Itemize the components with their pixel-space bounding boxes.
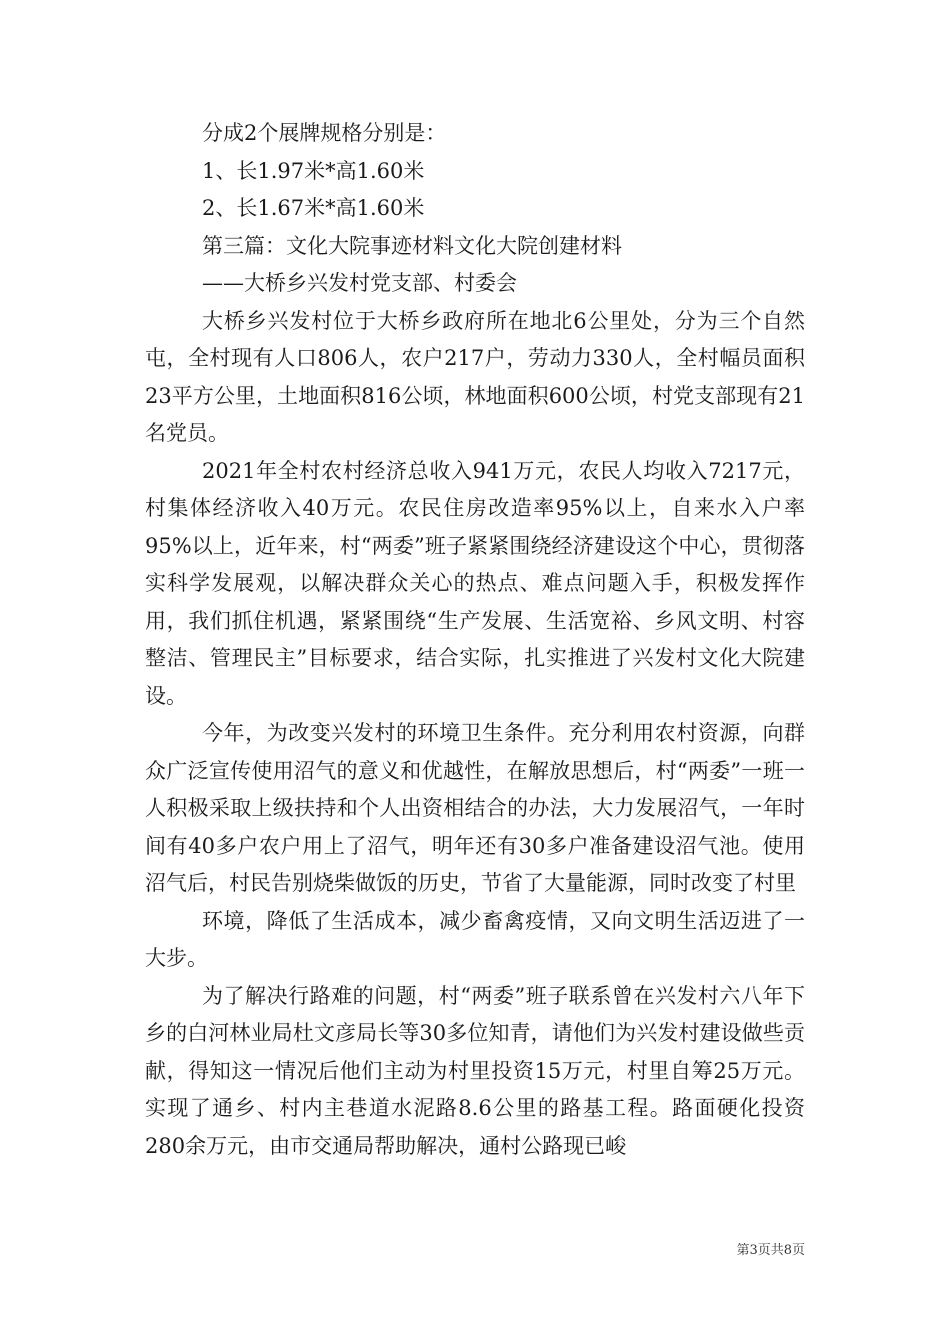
page-number: 第3页共8页 xyxy=(736,1243,805,1258)
paragraph: 大桥乡兴发村位于大桥乡政府所在地北6公里处，分为三个自然屯，全村现有人口806人，农户217户，劳动力330人，全村幅员面积23平方公里，土地面积816公顷，林地面积600公顷，村党支部现有21名党员。 xyxy=(145,308,805,445)
paragraph: 环境，降低了生活成本，减少畜禽疫情，又向文明生活迈进了一大步。 xyxy=(145,908,805,970)
paragraph: 今年，为改变兴发村的环境卫生条件。充分利用农村资源，向群众广泛宣传使用沼气的意义和优越性，在解放思想后，村“两委”一班一人积极采取上级扶持和个人出资相结合的办法，大力发展沼气，一年时间有40多户农户用上了沼气，明年还有30多户准备建设沼气池。使用沼气后，村民告别烧柴做饭的历史，节省了大量能源，同时改变了村里 xyxy=(145,721,805,895)
text-line: 2、长1.67米*高1.60米 xyxy=(202,196,425,220)
section-subheading: ——大桥乡兴发村党支部、村委会 xyxy=(202,271,517,295)
text-line: 分成2个展牌规格分别是： xyxy=(202,121,447,145)
paragraph: 2021年全村农村经济总收入941万元，农民人均收入7217元，村集体经济收入40万元。农民住房改造率95%以上，自来水入户率95%以上，近年来，村“两委”班子紧紧围绕经济建设这个中心，贯彻落实科学发展观，以解决群众关心的热点、难点问题入手，积极发挥作用，我们抓住机遇，紧紧围绕“生产发展、生活宽裕、乡风文明、村容整洁、管理民主”目标要求，结合实际，扎实推进了兴发村文化大院建设。 xyxy=(145,458,805,708)
paragraph: 为了解决行路难的问题，村“两委”班子联系曾在兴发村六八年下乡的白河林业局杜文彦局长等30多位知青，请他们为兴发村建设做些贡献，得知这一情况后他们主动为村里投资15万元，村里自筹25万元。实现了通乡、村内主巷道水泥路8.6公里的路基工程。路面硬化投资280余万元，由市交通局帮助解决，通村公路现已峻 xyxy=(145,983,805,1158)
section-heading: 第三篇：文化大院事迹材料文化大院创建材料 xyxy=(202,233,622,258)
document-body xyxy=(145,115,805,1165)
text-line: 1、长1.97米*高1.60米 xyxy=(202,158,425,183)
